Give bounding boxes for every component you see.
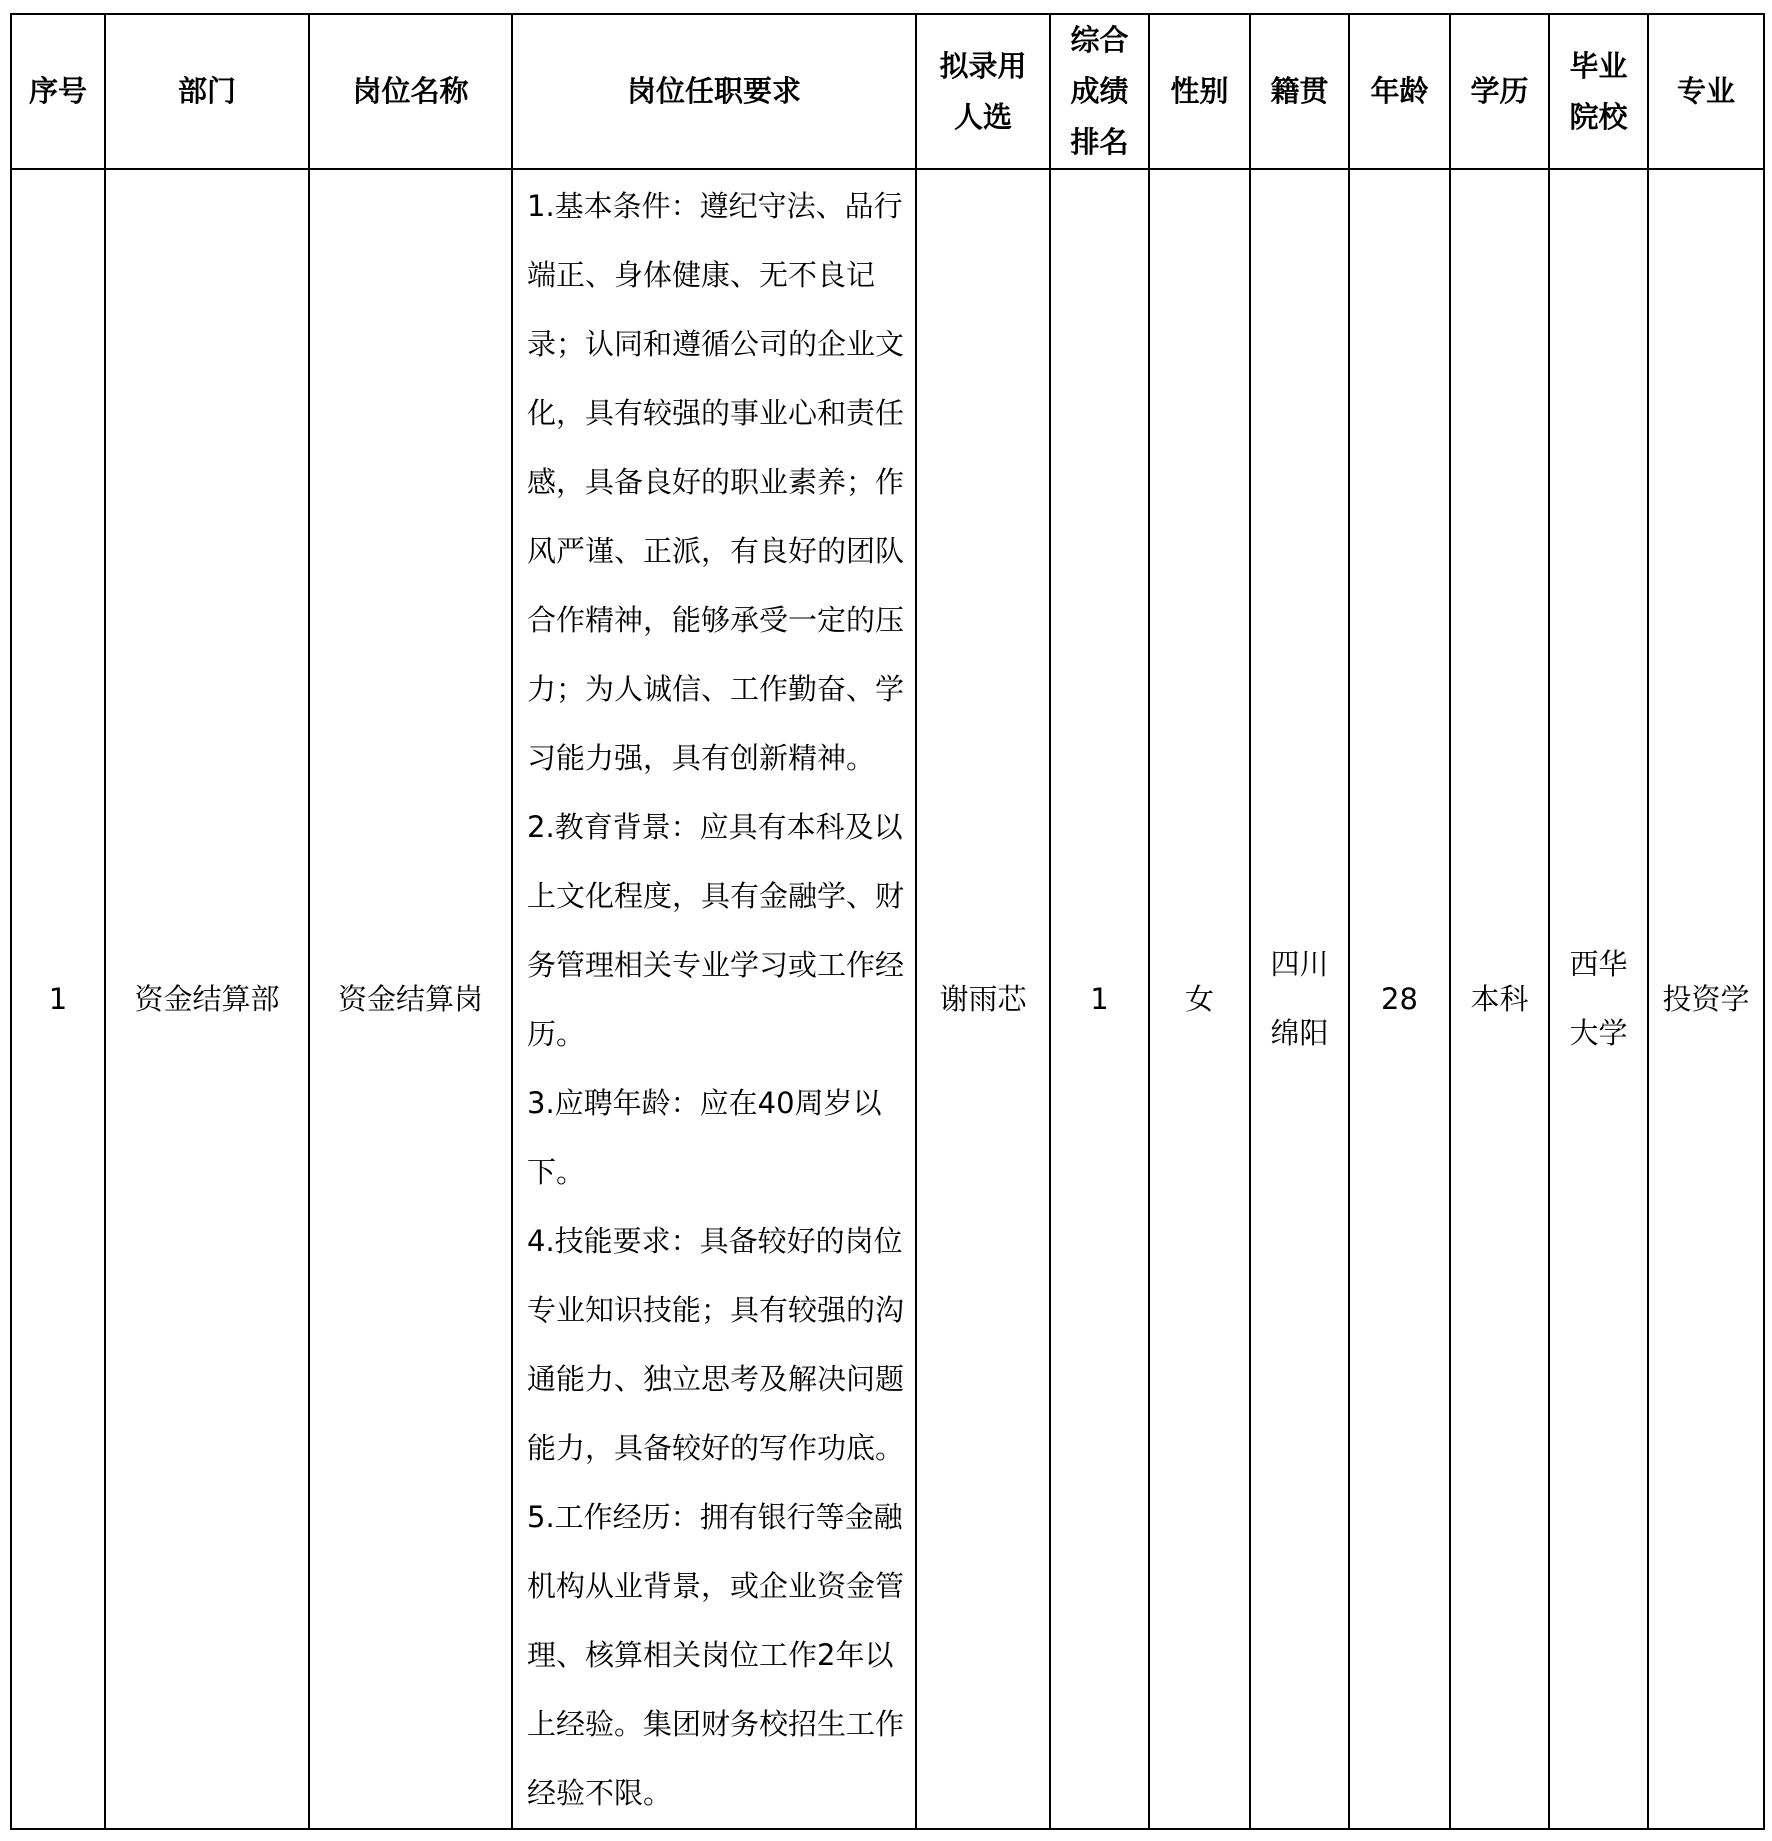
requirement-line: 能力，具备较好的写作功底。 bbox=[527, 1431, 905, 1465]
header-major: 专业 bbox=[1648, 14, 1764, 169]
native-place-line: 四川 bbox=[1270, 947, 1329, 981]
requirement-line: 历。 bbox=[527, 1017, 586, 1051]
cell-age: 28 bbox=[1349, 169, 1450, 1829]
requirement-line: 5.工作经历：拥有银行等金融 bbox=[527, 1500, 903, 1534]
requirement-line: 经验不限。 bbox=[527, 1776, 673, 1810]
requirement-line: 2.教育背景：应具有本科及以 bbox=[527, 810, 903, 844]
requirement-line: 合作精神，能够承受一定的压 bbox=[527, 603, 905, 637]
requirement-line: 习能力强，具有创新精神。 bbox=[527, 741, 876, 775]
cell-native-place bbox=[1250, 169, 1349, 1829]
header-age: 年龄 bbox=[1349, 14, 1450, 169]
header-education: 学历 bbox=[1450, 14, 1549, 169]
header-candidate-line: 人选 bbox=[953, 99, 1012, 134]
header-rank-line: 排名 bbox=[1070, 125, 1129, 159]
requirement-line: 感，具备良好的职业素养；作 bbox=[527, 465, 905, 499]
header-candidate-line: 拟录用 bbox=[939, 48, 1027, 83]
cell-major: 投资学 bbox=[1648, 169, 1764, 1829]
requirement-line: 4.技能要求：具备较好的岗位 bbox=[527, 1224, 903, 1258]
cell-requirements bbox=[512, 169, 916, 1829]
cell-gender: 女 bbox=[1149, 169, 1250, 1829]
header-department: 部门 bbox=[105, 14, 309, 169]
requirement-line: 化，具有较强的事业心和责任 bbox=[527, 396, 905, 430]
cell-education: 本科 bbox=[1450, 169, 1549, 1829]
cell-index: 1 bbox=[11, 169, 105, 1829]
header-index: 序号 bbox=[11, 14, 105, 169]
school-line: 大学 bbox=[1569, 1016, 1628, 1050]
header-school-line: 毕业 bbox=[1569, 48, 1628, 83]
requirement-line: 下。 bbox=[527, 1155, 586, 1189]
native-place-line: 绵阳 bbox=[1270, 1016, 1329, 1050]
header-candidate bbox=[916, 14, 1050, 169]
requirement-line: 上文化程度，具有金融学、财 bbox=[527, 879, 905, 913]
requirement-line: 力；为人诚信、工作勤奋、学 bbox=[527, 672, 905, 706]
table-row bbox=[11, 169, 1764, 1829]
header-rank bbox=[1050, 14, 1149, 169]
cell-department: 资金结算部 bbox=[105, 169, 309, 1829]
header-requirements: 岗位任职要求 bbox=[512, 14, 916, 169]
header-rank-line: 成绩 bbox=[1070, 74, 1129, 108]
header-school bbox=[1549, 14, 1648, 169]
header-rank-line: 综合 bbox=[1070, 23, 1129, 57]
requirement-line: 务管理相关专业学习或工作经 bbox=[527, 948, 905, 982]
header-position: 岗位名称 bbox=[309, 14, 512, 169]
cell-candidate: 谢雨芯 bbox=[916, 169, 1050, 1829]
cell-school bbox=[1549, 169, 1648, 1829]
requirement-line: 1.基本条件：遵纪守法、品行 bbox=[527, 189, 903, 223]
recruitment-table bbox=[10, 13, 1765, 1830]
school-line: 西华 bbox=[1569, 947, 1628, 981]
cell-position: 资金结算岗 bbox=[309, 169, 512, 1829]
cell-rank: 1 bbox=[1050, 169, 1149, 1829]
requirement-line: 上经验。集团财务校招生工作 bbox=[527, 1707, 905, 1741]
header-native-place: 籍贯 bbox=[1250, 14, 1349, 169]
requirement-line: 专业知识技能；具有较强的沟 bbox=[527, 1293, 905, 1327]
requirement-line: 3.应聘年龄：应在40周岁以 bbox=[527, 1086, 882, 1120]
requirement-line: 录；认同和遵循公司的企业文 bbox=[527, 327, 905, 361]
requirement-line: 端正、身体健康、无不良记 bbox=[527, 258, 876, 292]
requirement-line: 风严谨、正派，有良好的团队 bbox=[527, 534, 905, 568]
header-row bbox=[11, 14, 1764, 169]
requirement-line: 理、核算相关岗位工作2年以 bbox=[527, 1638, 894, 1672]
requirement-line: 通能力、独立思考及解决问题 bbox=[527, 1362, 905, 1396]
requirement-line: 机构从业背景，或企业资金管 bbox=[527, 1569, 905, 1603]
header-gender: 性别 bbox=[1149, 14, 1250, 169]
header-school-line: 院校 bbox=[1569, 99, 1628, 134]
